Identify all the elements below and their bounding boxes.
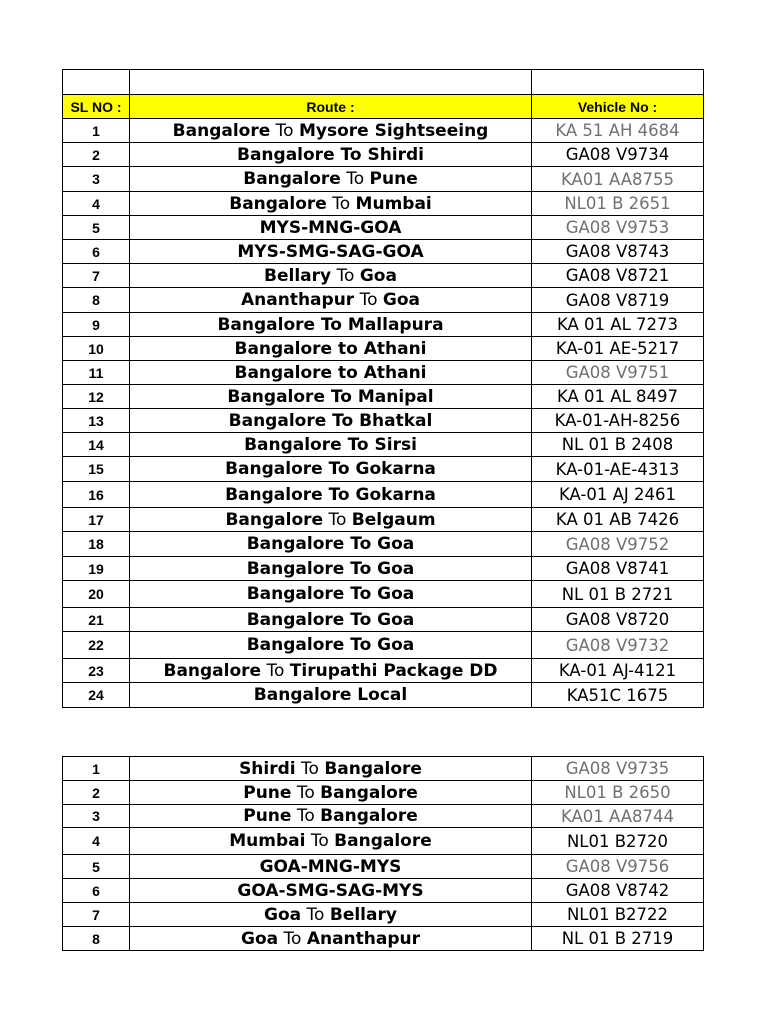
- table-row: [63, 879, 704, 903]
- route-text-segment: Bangalore to Athani: [234, 338, 427, 359]
- route-text-segment: Shirdi: [239, 758, 296, 779]
- sl-no-cell: 1: [63, 757, 130, 781]
- table-row: [63, 167, 704, 192]
- table-row: [63, 409, 704, 433]
- sl-no-cell: 3: [63, 805, 130, 828]
- sl-no-cell: 7: [63, 903, 130, 927]
- table-row: [63, 216, 704, 240]
- vehicle-no-cell: KA-01 AE-5217: [532, 337, 704, 361]
- header-vehicle-no: Vehicle No :: [532, 95, 704, 119]
- sl-no-cell: 11: [63, 361, 130, 385]
- table-row: [63, 805, 704, 828]
- route-text-segment: GOA-MNG-MYS: [259, 856, 402, 877]
- vehicle-no-cell: NL01 B2722: [532, 903, 704, 927]
- route-text-segment: Bangalore To Shirdi: [237, 144, 424, 165]
- route-cell: [130, 805, 532, 828]
- table-row: [63, 608, 704, 632]
- route-text-segment: Bellary: [264, 265, 332, 286]
- route-cell: [130, 143, 532, 167]
- table-row: [63, 482, 704, 508]
- table-row: [63, 532, 704, 557]
- table-row: [63, 927, 704, 951]
- vehicle-no-cell: GA08 V8719: [532, 288, 704, 313]
- blank-cell: [130, 70, 532, 95]
- table-row: [63, 385, 704, 409]
- route-cell: [130, 608, 532, 632]
- route-table: [62, 69, 704, 708]
- vehicle-no-cell: KA01 AA8744: [532, 805, 704, 828]
- route-text-segment: Goa: [382, 290, 421, 310]
- table-row: [63, 508, 704, 532]
- route-cell: [130, 903, 532, 927]
- route-cell: [130, 532, 532, 557]
- route-cell: [130, 927, 532, 951]
- sl-no-cell: 20: [63, 581, 130, 608]
- table-row: [63, 240, 704, 264]
- route-cell: [130, 683, 532, 708]
- route-cell: [130, 781, 532, 805]
- route-cell: [130, 337, 532, 361]
- table-row: [63, 433, 704, 457]
- table-row: [63, 143, 704, 167]
- sl-no-cell: 23: [63, 659, 130, 683]
- sl-no-cell: 6: [63, 879, 130, 903]
- vehicle-no-cell: KA51C 1675: [532, 683, 704, 708]
- route-text-segment: Bangalore To Gokarna: [225, 459, 436, 479]
- sl-no-cell: 19: [63, 557, 130, 581]
- table-row: [63, 288, 704, 313]
- route-text-segment: Bangalore To Goa: [246, 635, 415, 655]
- route-text-segment: Pune: [243, 782, 292, 803]
- route-text-segment: Bangalore To Bhatkal: [228, 410, 433, 431]
- route-text-segment: Belgaum: [351, 509, 436, 530]
- vehicle-no-cell: GA08 V8743: [532, 240, 704, 264]
- sl-no-cell: 5: [63, 216, 130, 240]
- route-text-segment: Bangalore: [243, 169, 341, 189]
- route-text-segment: Bangalore: [324, 758, 422, 779]
- route-text-segment: Ananthapur: [240, 290, 355, 310]
- vehicle-no-cell: GA08 V8741: [532, 557, 704, 581]
- route-cell: [130, 288, 532, 313]
- table-row: [63, 557, 704, 581]
- route-text-segment: Tirupathi Package DD: [289, 660, 498, 681]
- route-text-segment: Mumbai: [355, 193, 432, 214]
- route-text-segment: To: [305, 831, 335, 851]
- vehicle-no-cell: GA08 V9751: [532, 361, 704, 385]
- vehicle-no-cell: NL01 B 2650: [532, 781, 704, 805]
- route-text-segment: Bangalore To Manipal: [227, 386, 434, 407]
- route-cell: [130, 264, 532, 288]
- table-row: [63, 781, 704, 805]
- vehicle-no-cell: KA01 AA8755: [532, 167, 704, 192]
- route-text-segment: Bangalore To Goa: [246, 534, 415, 554]
- sl-no-cell: 2: [63, 143, 130, 167]
- header-row: [63, 95, 704, 119]
- route-text-segment: Bangalore To Mallapura: [217, 314, 444, 335]
- route-text-segment: Bangalore To Goa: [246, 609, 415, 630]
- table-row: [63, 119, 704, 143]
- vehicle-no-cell: KA-01-AE-4313: [532, 457, 704, 482]
- route-text-segment: Bangalore: [320, 806, 418, 826]
- route-cell: [130, 433, 532, 457]
- route-cell: [130, 828, 532, 855]
- vehicle-no-cell: KA 01 AL 8497: [532, 385, 704, 409]
- table-row: [63, 337, 704, 361]
- sl-no-cell: 16: [63, 482, 130, 508]
- vehicle-no-cell: KA-01 AJ-4121: [532, 659, 704, 683]
- route-cell: [130, 409, 532, 433]
- vehicle-no-cell: GA08 V9732: [532, 632, 704, 659]
- route-text-segment: To: [331, 265, 360, 286]
- route-text-segment: Goa: [359, 265, 397, 286]
- sl-no-cell: 15: [63, 457, 130, 482]
- vehicle-no-cell: KA-01-AH-8256: [532, 409, 704, 433]
- route-text-segment: Mysore Sightseeing: [298, 120, 489, 141]
- route-text-segment: Bangalore: [320, 782, 418, 803]
- vehicle-no-cell: GA08 V8721: [532, 264, 704, 288]
- route-text-segment: Goa: [240, 928, 279, 949]
- sl-no-cell: 8: [63, 927, 130, 951]
- route-text-segment: To: [326, 193, 356, 214]
- table-row: [63, 828, 704, 855]
- route-cell: [130, 457, 532, 482]
- sl-no-cell: 6: [63, 240, 130, 264]
- route-text-segment: Bangalore To Goa: [246, 558, 415, 579]
- table-row: [63, 264, 704, 288]
- sl-no-cell: 9: [63, 313, 130, 337]
- route-cell: [130, 119, 532, 143]
- vehicle-no-cell: NL01 B2720: [532, 828, 704, 855]
- route-cell: [130, 879, 532, 903]
- route-text-segment: Bangalore: [334, 831, 432, 851]
- table-row: [63, 632, 704, 659]
- vehicle-no-cell: GA08 V9735: [532, 757, 704, 781]
- sl-no-cell: 10: [63, 337, 130, 361]
- sl-no-cell: 22: [63, 632, 130, 659]
- route-text-segment: Bangalore Local: [253, 685, 408, 705]
- route-text-segment: To: [340, 169, 370, 189]
- vehicle-no-cell: NL 01 B 2408: [532, 433, 704, 457]
- sl-no-cell: 24: [63, 683, 130, 708]
- table-row: [63, 683, 704, 708]
- header-sl-no: SL NO :: [63, 95, 130, 119]
- sl-no-cell: 2: [63, 781, 130, 805]
- route-text-segment: Bangalore To Gokarna: [225, 484, 436, 505]
- sl-no-cell: 5: [63, 855, 130, 879]
- sl-no-cell: 7: [63, 264, 130, 288]
- route-text-segment: To: [261, 660, 290, 681]
- route-text-segment: GOA-SMG-SAG-MYS: [237, 880, 424, 901]
- route-text-segment: To: [323, 509, 352, 530]
- vehicle-no-cell: KA 51 AH 4684: [532, 119, 704, 143]
- route-text-segment: Bangalore: [225, 509, 324, 530]
- vehicle-no-cell: GA08 V9734: [532, 143, 704, 167]
- sl-no-cell: 13: [63, 409, 130, 433]
- sl-no-cell: 18: [63, 532, 130, 557]
- table-row: [63, 581, 704, 608]
- route-text-segment: To: [295, 758, 325, 779]
- sl-no-cell: 14: [63, 433, 130, 457]
- vehicle-no-cell: NL01 B 2651: [532, 192, 704, 216]
- route-cell: [130, 581, 532, 608]
- sl-no-cell: 12: [63, 385, 130, 409]
- route-text-segment: Bangalore: [229, 193, 327, 214]
- route-text-segment: Mumbai: [229, 831, 306, 851]
- vehicle-no-cell: KA 01 AB 7426: [532, 508, 704, 532]
- blank-cell: [532, 70, 704, 95]
- vehicle-no-cell: GA08 V9756: [532, 855, 704, 879]
- sl-no-cell: 3: [63, 167, 130, 192]
- route-text-segment: MYS-SMG-SAG-GOA: [237, 241, 424, 262]
- route-text-segment: Ananthapur: [306, 928, 421, 949]
- sl-no-cell: 8: [63, 288, 130, 313]
- table-row: [63, 855, 704, 879]
- route-cell: [130, 508, 532, 532]
- route-text-segment: Bangalore: [172, 120, 271, 141]
- route-text-segment: Bangalore To Goa: [246, 584, 415, 604]
- route-text-segment: To: [354, 290, 383, 310]
- route-cell: [130, 659, 532, 683]
- route-text-segment: Bangalore: [163, 660, 262, 681]
- route-cell: [130, 216, 532, 240]
- vehicle-no-cell: KA-01 AJ 2461: [532, 482, 704, 508]
- vehicle-no-cell: NL 01 B 2719: [532, 927, 704, 951]
- table-row: [63, 757, 704, 781]
- route-text-segment: To: [270, 120, 299, 141]
- vehicle-no-cell: GA08 V9753: [532, 216, 704, 240]
- blank-row: [63, 70, 704, 95]
- sl-no-cell: 21: [63, 608, 130, 632]
- route-text-segment: Goa: [264, 904, 302, 925]
- return-route-table: [62, 756, 704, 951]
- table-row: [63, 361, 704, 385]
- route-text-segment: Bangalore To Sirsi: [244, 434, 417, 455]
- table-row: [63, 192, 704, 216]
- table-row: [63, 903, 704, 927]
- table-row: [63, 659, 704, 683]
- table-row: [63, 313, 704, 337]
- sl-no-cell: 4: [63, 192, 130, 216]
- vehicle-no-cell: KA 01 AL 7273: [532, 313, 704, 337]
- vehicle-no-cell: GA08 V8720: [532, 608, 704, 632]
- route-cell: [130, 557, 532, 581]
- route-cell: [130, 361, 532, 385]
- vehicle-no-cell: GA08 V8742: [532, 879, 704, 903]
- route-text-segment: To: [291, 782, 321, 803]
- blank-cell: [63, 70, 130, 95]
- route-text-segment: MYS-MNG-GOA: [259, 217, 402, 238]
- route-cell: [130, 632, 532, 659]
- sl-no-cell: 1: [63, 119, 130, 143]
- route-text-segment: Bellary: [329, 904, 397, 925]
- route-text-segment: Pune: [243, 806, 292, 826]
- vehicle-no-cell: GA08 V9752: [532, 532, 704, 557]
- route-cell: [130, 855, 532, 879]
- route-cell: [130, 240, 532, 264]
- route-cell: [130, 385, 532, 409]
- route-cell: [130, 192, 532, 216]
- route-cell: [130, 482, 532, 508]
- table-row: [63, 457, 704, 482]
- route-text-segment: To: [291, 806, 321, 826]
- route-cell: [130, 167, 532, 192]
- route-text-segment: Pune: [369, 169, 418, 189]
- header-route: Route :: [130, 95, 532, 119]
- route-cell: [130, 757, 532, 781]
- sl-no-cell: 4: [63, 828, 130, 855]
- route-text-segment: To: [278, 928, 307, 949]
- route-text-segment: To: [301, 904, 330, 925]
- sl-no-cell: 17: [63, 508, 130, 532]
- route-cell: [130, 313, 532, 337]
- route-text-segment: Bangalore to Athani: [234, 362, 427, 383]
- vehicle-no-cell: NL 01 B 2721: [532, 581, 704, 608]
